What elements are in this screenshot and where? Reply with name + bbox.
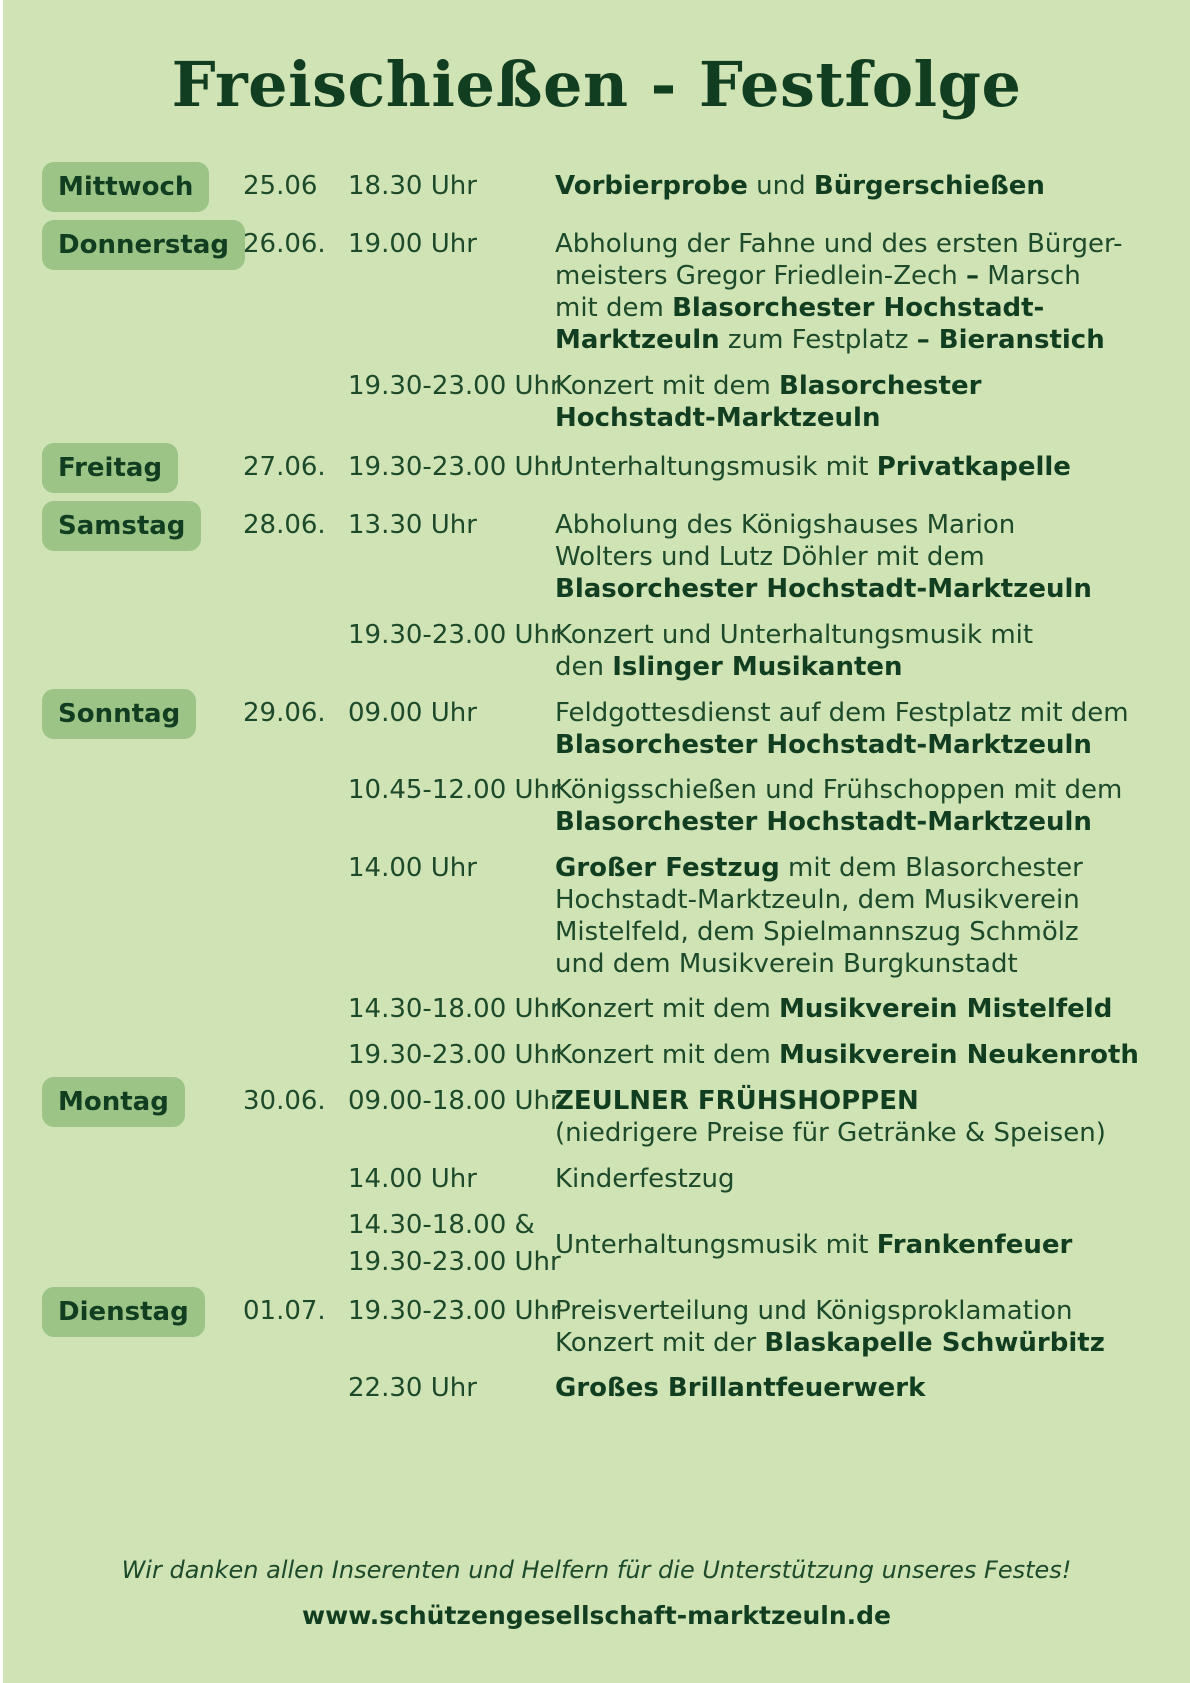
bold-text: Frankenfeuer bbox=[876, 1230, 1073, 1260]
poster-page bbox=[3, 0, 1190, 1683]
text: Konzert mit dem bbox=[555, 1040, 780, 1070]
event-time: 13.30 Uhr bbox=[348, 510, 477, 540]
event-description-line bbox=[555, 291, 1044, 325]
event-description-line: Abholung der Fahne und des ersten Bürger- bbox=[555, 229, 1123, 259]
date-montag: 30.06. bbox=[243, 1086, 326, 1116]
event-description-line bbox=[555, 323, 1105, 357]
event-description-line: Konzert und Unterhaltungsmusik mit bbox=[555, 620, 1034, 650]
event-description-line bbox=[555, 369, 981, 403]
event-description bbox=[555, 1038, 1139, 1072]
event-description-line: ZEULNER FRÜHSHOPPEN bbox=[555, 1086, 919, 1116]
text: Unterhaltungsmusik mit bbox=[555, 452, 877, 482]
event-description-line: (niedrigere Preise für Getränke & Speisen) bbox=[555, 1118, 1106, 1148]
event-description-line: Blasorchester Hochstadt-Marktzeuln bbox=[555, 574, 1092, 604]
event-time: 14.30-18.00 & bbox=[348, 1210, 535, 1240]
event-description bbox=[555, 169, 1045, 203]
text: Konzert mit dem bbox=[555, 371, 780, 401]
day-badge-samstag: Samstag bbox=[42, 501, 201, 551]
day-badge-dienstag: Dienstag bbox=[42, 1287, 205, 1337]
event-description-line: Abholung des Königshauses Marion bbox=[555, 510, 1016, 540]
event-description-line: Mistelfeld, dem Spielmannszug Schmölz bbox=[555, 917, 1079, 947]
event-time: 19.00 Uhr bbox=[348, 229, 477, 259]
event-time: 22.30 Uhr bbox=[348, 1373, 477, 1403]
event-description bbox=[555, 1228, 1072, 1262]
text: meisters Gregor Friedlein-Zech bbox=[555, 261, 967, 291]
date-mittwoch: 25.06 bbox=[243, 171, 318, 201]
bold-text: Vorbierprobe bbox=[555, 171, 748, 201]
event-description-line: Blasorchester Hochstadt-Marktzeuln bbox=[555, 807, 1092, 837]
event-time: 14.30-18.00 Uhr bbox=[348, 994, 561, 1024]
text: den bbox=[555, 652, 613, 682]
bold-text: Marktzeuln bbox=[555, 325, 720, 355]
text: Konzert mit dem bbox=[555, 994, 780, 1024]
footer-website-link[interactable]: www.schützengesellschaft-marktzeuln.de bbox=[302, 1601, 891, 1630]
date-donnerstag: 26.06. bbox=[243, 229, 326, 259]
event-description: Großes Brillantfeuerwerk bbox=[555, 1373, 926, 1403]
event-description bbox=[555, 450, 1071, 484]
day-badge-sonntag: Sonntag bbox=[42, 689, 196, 739]
bold-text: Musikverein Neukenroth bbox=[779, 1040, 1139, 1070]
event-time: 14.00 Uhr bbox=[348, 853, 477, 883]
bold-text: Islinger Musikanten bbox=[612, 652, 903, 682]
event-time: 09.00-18.00 Uhr bbox=[348, 1086, 561, 1116]
event-time: 18.30 Uhr bbox=[348, 171, 477, 201]
text: Marsch bbox=[979, 261, 1081, 291]
event-time: 19.30-23.00 Uhr bbox=[348, 371, 561, 401]
event-time: 10.45-12.00 Uhr bbox=[348, 775, 561, 805]
event-time: 19.30-23.00 Uhr bbox=[348, 1247, 561, 1277]
text: mit dem bbox=[555, 293, 673, 323]
text: zum Festplatz bbox=[719, 325, 917, 355]
event-description-line: Feldgottesdienst auf dem Festplatz mit dem bbox=[555, 698, 1129, 728]
event-description-line: Blasorchester Hochstadt-Marktzeuln bbox=[555, 730, 1092, 760]
page-title: Freischießen - Festfolge bbox=[171, 48, 1022, 121]
date-samstag: 28.06. bbox=[243, 510, 326, 540]
bold-text: – Bieranstich bbox=[916, 325, 1105, 355]
event-description: Kinderfestzug bbox=[555, 1164, 735, 1194]
event-description-line: Wolters und Lutz Döhler mit dem bbox=[555, 542, 985, 572]
event-description-line bbox=[555, 851, 1083, 885]
date-sonntag: 29.06. bbox=[243, 698, 326, 728]
event-description-line: Königsschießen und Frühschoppen mit dem bbox=[555, 775, 1123, 805]
day-badge-donnerstag: Donnerstag bbox=[42, 220, 245, 270]
event-time: 19.30-23.00 Uhr bbox=[348, 1296, 561, 1326]
event-description bbox=[555, 992, 1112, 1026]
event-time: 09.00 Uhr bbox=[348, 698, 477, 728]
text: Unterhaltungsmusik mit bbox=[555, 1230, 877, 1260]
event-time: 19.30-23.00 Uhr bbox=[348, 452, 561, 482]
day-badge-montag: Montag bbox=[42, 1077, 185, 1127]
event-description-line: Preisverteilung und Königsproklamation bbox=[555, 1296, 1073, 1326]
text: Konzert mit der bbox=[555, 1328, 765, 1358]
event-time: 19.30-23.00 Uhr bbox=[348, 620, 561, 650]
bold-text: – bbox=[966, 261, 980, 291]
event-description-line bbox=[555, 259, 1081, 293]
bold-text: Großer Festzug bbox=[555, 853, 780, 883]
event-time: 14.00 Uhr bbox=[348, 1164, 477, 1194]
day-badge-freitag: Freitag bbox=[42, 443, 178, 493]
event-description-line: Hochstadt-Marktzeuln bbox=[555, 403, 881, 433]
event-description-line: und dem Musikverein Burgkunstadt bbox=[555, 949, 1018, 979]
event-description-line bbox=[555, 650, 903, 684]
event-description-line: Hochstadt-Marktzeuln, dem Musikverein bbox=[555, 885, 1080, 915]
day-badge-mittwoch: Mittwoch bbox=[42, 162, 209, 212]
date-freitag: 27.06. bbox=[243, 452, 326, 482]
text: und bbox=[747, 171, 814, 201]
bold-text: Blasorchester Hochstadt- bbox=[672, 293, 1045, 323]
bold-text: Privatkapelle bbox=[876, 452, 1071, 482]
date-dienstag: 01.07. bbox=[243, 1296, 326, 1326]
bold-text: Blaskapelle Schwürbitz bbox=[764, 1328, 1105, 1358]
event-description-line bbox=[555, 1326, 1105, 1360]
event-time: 19.30-23.00 Uhr bbox=[348, 1040, 561, 1070]
bold-text: Bürgerschießen bbox=[813, 171, 1045, 201]
footer-thanks: Wir danken allen Inserenten und Helfern für die Unterstützung unseres Festes! bbox=[121, 1556, 1072, 1584]
text: mit dem Blasorchester bbox=[779, 853, 1083, 883]
bold-text: Blasorchester bbox=[779, 371, 982, 401]
bold-text: Musikverein Mistelfeld bbox=[779, 994, 1113, 1024]
